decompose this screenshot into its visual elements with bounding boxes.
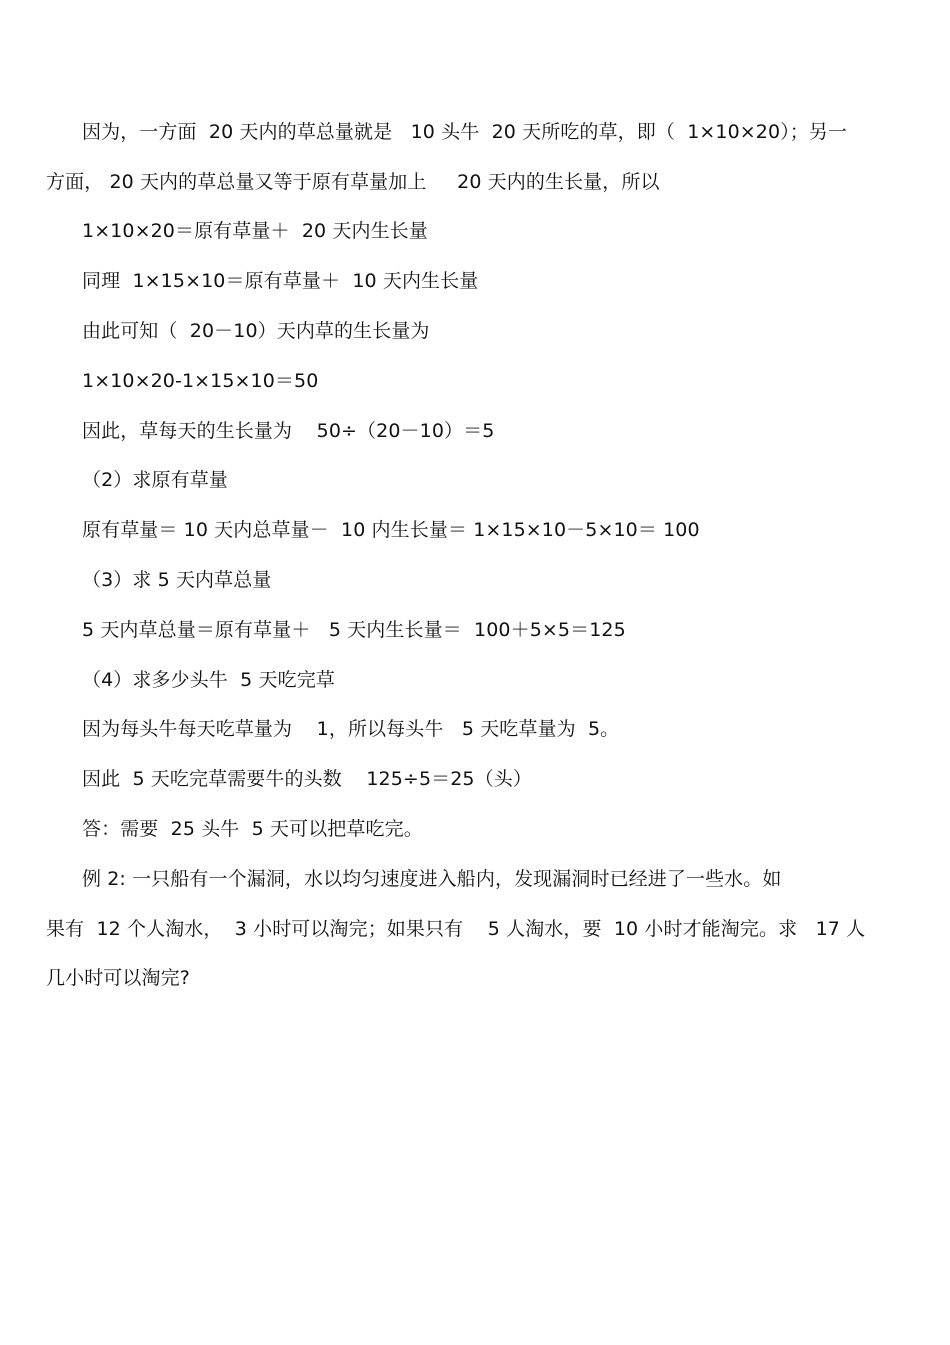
text-line: 同理 1×15×10＝原有草量＋ 10 天内生长量	[82, 270, 479, 292]
text-line: 因此，草每天的生长量为 50÷（20－10）＝5	[82, 420, 495, 442]
text-line: 方面， 20 天内的草总量又等于原有草量加上 20 天内的生长量，所以	[46, 171, 660, 193]
text-line: 5 天内草总量＝原有草量＋ 5 天内生长量＝ 100＋5×5＝125	[82, 619, 626, 641]
section-heading: （4）求多少头牛 5 天吃完草	[82, 669, 335, 691]
text-line: 原有草量＝ 10 天内总草量－ 10 内生长量＝ 1×15×10－5×10＝ 100	[82, 519, 700, 541]
text-line: 因为，一方面 20 天内的草总量就是 10 头牛 20 天所吃的草，即（ 1×10×20）；另一	[82, 121, 848, 143]
section-heading: （2）求原有草量	[82, 469, 228, 491]
text-line: 因此 5 天吃完草需要牛的头数 125÷5＝25（头）	[82, 768, 532, 790]
example-line: 果有 12 个人淘水， 3 小时可以淘完；如果只有 5 人淘水，要 10 小时才能淘完。求 17 人	[46, 918, 866, 940]
text-line: 1×10×20＝原有草量＋ 20 天内生长量	[82, 220, 428, 242]
section-heading: （3）求 5 天内草总量	[82, 569, 272, 591]
text-line: 1×10×20-1×15×10＝50	[82, 370, 319, 392]
answer-line: 答：需要 25 头牛 5 天可以把草吃完。	[82, 818, 423, 840]
example-line: 几小时可以淘完?	[46, 967, 190, 989]
example-line: 例 2: 一只船有一个漏洞，水以均匀速度进入船内，发现漏洞时已经进了一些水。如	[82, 868, 782, 890]
text-line: 因为每头牛每天吃草量为 1，所以每头牛 5 天吃草量为 5。	[82, 718, 620, 740]
text-line: 由此可知（ 20－10）天内草的生长量为	[82, 320, 430, 342]
